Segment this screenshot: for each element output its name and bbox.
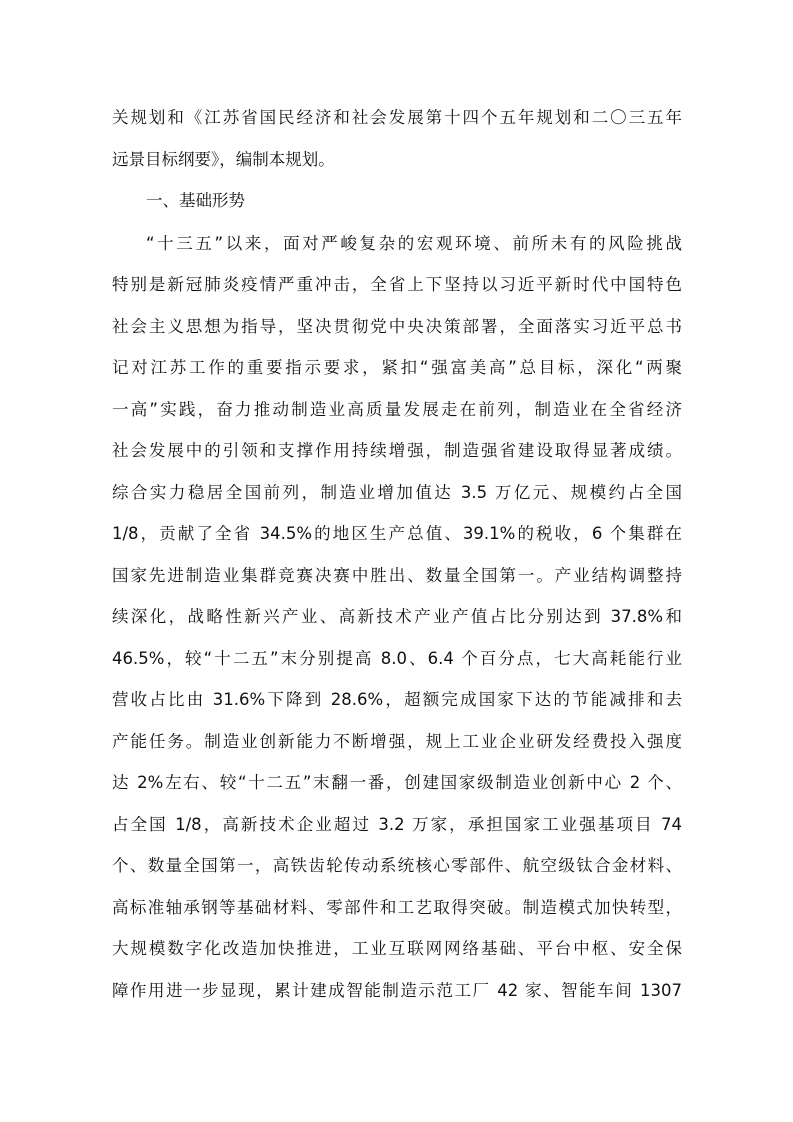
- paragraph-line: 达 2%左右、较“十二五”末翻一番，创建国家级制造业创新中心 2 个、: [112, 773, 682, 792]
- section-heading: 一、基础形势: [146, 191, 245, 210]
- paragraph-line: 营收占比由 31.6%下降到 28.6%，超额完成国家下达的节能减排和去: [112, 690, 682, 709]
- paragraph-line: “十三五”以来，面对严峻复杂的宏观环境、前所未有的风险挑战: [146, 234, 682, 253]
- paragraph-line: 大规模数字化改造加快推进，工业互联网网络基础、平台中枢、安全保: [112, 939, 682, 958]
- paragraph-line: 社会主义思想为指导，坚决贯彻党中央决策部署，全面落实习近平总书: [112, 317, 682, 336]
- paragraph-line: 特别是新冠肺炎疫情严重冲击，全省上下坚持以习近平新时代中国特色: [112, 275, 682, 294]
- paragraph-line: 远景目标纲要》，编制本规划。: [112, 150, 335, 169]
- paragraph-line: 关规划和《江苏省国民经济和社会发展第十四个五年规划和二〇三五年: [112, 108, 682, 127]
- paragraph-line: 高标准轴承钢等基础材料、零部件和工艺取得突破。制造模式加快转型，: [112, 898, 682, 917]
- paragraph-line: 社会发展中的引领和支撑作用持续增强，制造强省建设取得显著成绩。: [112, 441, 682, 460]
- paragraph-line: 占全国 1/8，高新技术企业超过 3.2 万家，承担国家工业强基项目 74: [112, 815, 682, 834]
- paragraph-line: 续深化，战略性新兴产业、高新技术产业产值占比分别达到 37.8%和: [112, 607, 682, 626]
- paragraph-line: 记对江苏工作的重要指示要求，紧扣“强富美高”总目标，深化“两聚: [112, 358, 682, 377]
- paragraph-line: 国家先进制造业集群竞赛决赛中胜出、数量全国第一。产业结构调整持: [112, 566, 682, 585]
- paragraph-line: 产能任务。制造业创新能力不断增强，规上工业企业研发经费投入强度: [112, 732, 682, 751]
- paragraph-line: 1/8，贡献了全省 34.5%的地区生产总值、39.1%的税收，6 个集群在: [112, 524, 682, 543]
- paragraph-line: 一高”实践，奋力推动制造业高质量发展走在前列，制造业在全省经济: [112, 400, 682, 419]
- paragraph-line: 个、数量全国第一，高铁齿轮传动系统核心零部件、航空级钛合金材料、: [112, 856, 682, 875]
- paragraph-line: 综合实力稳居全国前列，制造业增加值达 3.5 万亿元、规模约占全国: [112, 483, 682, 502]
- paragraph-line: 46.5%，较“十二五”末分别提高 8.0、6.4 个百分点，七大高耗能行业: [112, 649, 682, 668]
- paragraph-line: 障作用进一步显现，累计建成智能制造示范工厂 42 家、智能车间 1307: [112, 981, 682, 1000]
